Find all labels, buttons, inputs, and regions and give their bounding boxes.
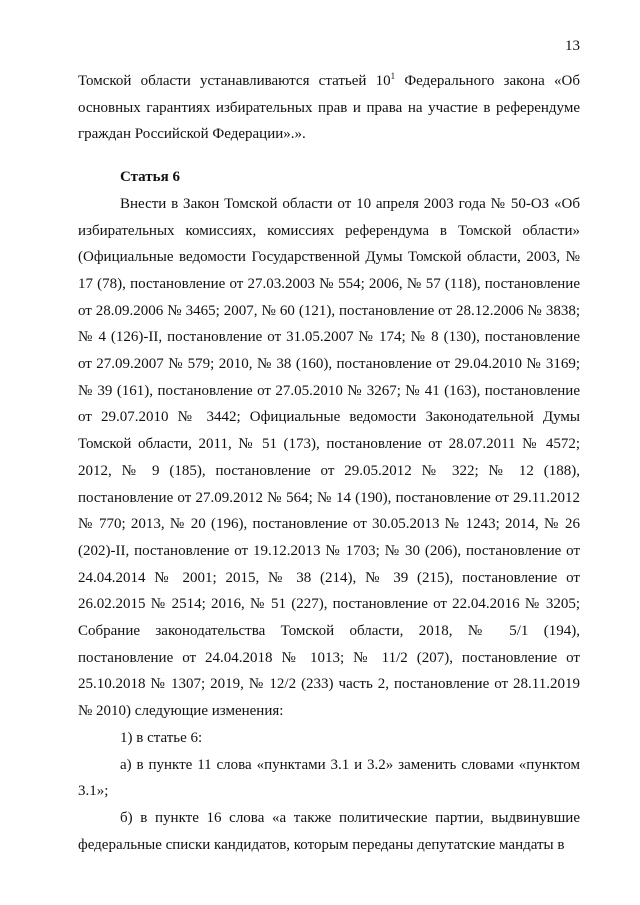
intro-paragraph — [78, 68, 580, 148]
intro-text-continued: Федерального закона «Об основных гарантиях избирательных прав и права на участие в референдуме граждан Российской Федерации».». — [78, 73, 581, 143]
article-heading: Статья 6 — [120, 169, 180, 186]
document-body — [78, 68, 580, 858]
article-paragraph: б) в пункте 16 слова «а также политические партии, выдвинувшие федеральные списки кандидатов, которым переданы депутатские мандаты в — [78, 809, 580, 853]
article-paragraph: а) в пункте 11 слова «пунктами 3.1 и 3.2» заменить словами «пунктом 3.1»; — [78, 756, 580, 800]
page-number: 13 — [565, 38, 580, 54]
article-superscript: 1 — [390, 71, 396, 81]
article-paragraph: 1) в статье 6: — [120, 729, 203, 746]
article-paragraph: Внести в Закон Томской области от 10 апреля 2003 года № 50-ОЗ «Об избирательных комиссиях, комиссиях референдума в Томской области» (Официальные ведомости Государственной Думы Томской области, 2003, № 17 (78), постановление от 27.03.2003 № 554; 2006, № 57 (118), постановление от 28.09.2006 № 3465; 2007, № 60 (121), постановление от 28.12.2006 № 3838; № 4 (126)-II, постановление от 31.05.2007 № 174; № 8 (130), постановление от 27.09.2007 № 579; 2010, № 38 (160), постановление от 29.04.2010 № 3169; № 39 (161), постановление от 27.05.2010 № 3267; № 41 (163), постановление от 29.07.2010 № 3442; Официальные ведомости Законодательной Думы Томской области, 2011, № 51 (173), постановление от 28.07.2011 № 4572; 2012, № 9 (185), постановление от 29.05.2012 № 322; № 12 (188), постановление от 27.09.2012 № 564; № 14 (190), постановление от 29.11.2012 № 770; 2013, № 20 (196), постановление от 30.05.2013 № 1243; 2014, № 26 (202)-II, постановление от 19.12.2013 № 1703; № 30 (206), постановление от 24.04.2014 № 2001; 2015, № 38 (214), № 39 (215), постановление от 26.02.2015 № 2514; 2016, № 51 (227), постановление от 22.04.2016 № 3205; Собрание законодательства Томской области, 2018, № 5/1 (194), постановление от 24.04.2018 № 1013; № 11/2 (207), постановление от 25.10.2018 № 1307; 2019, № 12/2 (233) часть 2, постановление от 28.11.2019 № 2010) следующие изменения: — [78, 195, 580, 720]
intro-text: Томской области устанавливаются статьей 10 — [78, 73, 391, 89]
